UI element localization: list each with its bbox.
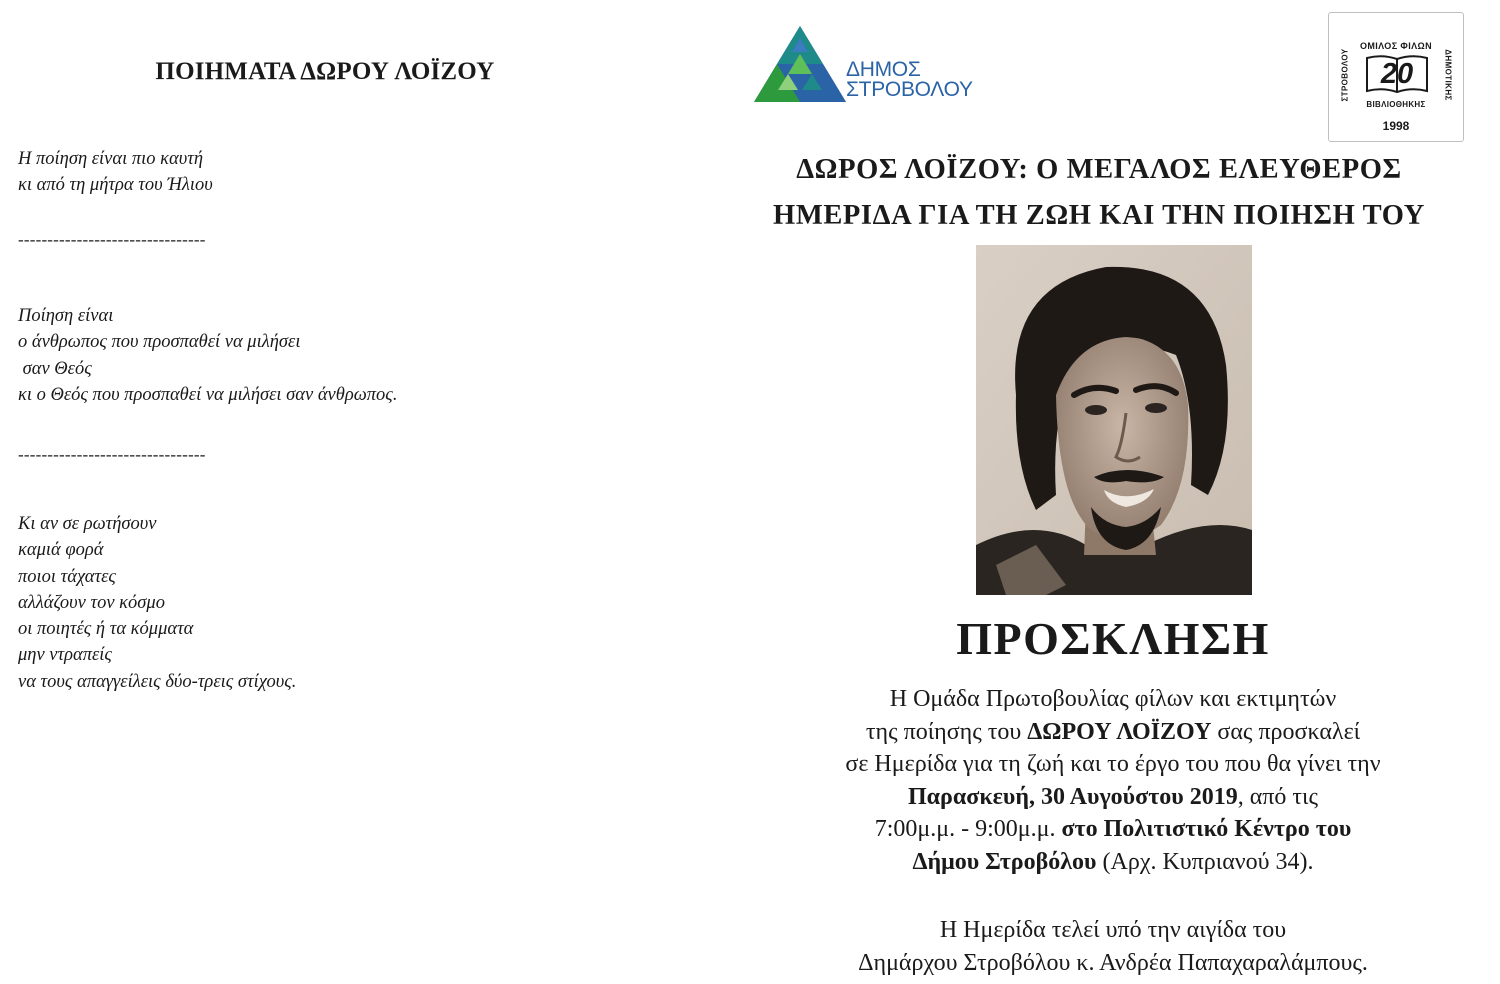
poem-line: αλλάζουν τον κόσμο — [18, 592, 165, 613]
strovolos-logo-text — [846, 60, 973, 100]
invitation-line — [700, 781, 1500, 814]
poem-line: μην ντραπείς — [18, 645, 112, 666]
badge-year: 1998 — [1382, 119, 1410, 133]
footer-line: Δημάρχου Στροβόλου κ. Ανδρέα Παπαχαραλάμπους. — [858, 949, 1368, 976]
event-subheading: ΗΜΕΡΙΔΑ ΓΙΑ ΤΗ ΖΩΗ ΚΑΙ ΤΗΝ ΠΟΙΗΣΗ ΤΟΥ — [773, 200, 1425, 231]
poem-1 — [18, 146, 213, 199]
text: σας προσκαλεί — [1211, 718, 1361, 745]
poem-line: κι ο Θεός που προσπαθεί να μιλήσει σαν άνθρωπος. — [18, 384, 398, 405]
poem-line: Κι αν σε ρωτήσουν — [18, 514, 157, 534]
badge-top-text: ΟΜΙΛΟΣ ΦΙΛΩΝ — [1359, 41, 1433, 51]
invitation-line — [700, 813, 1500, 846]
invitation-line — [700, 846, 1500, 879]
badge-left-text: ΣΤΡΟΒΟΛΟΥ — [1340, 48, 1350, 102]
portrait-photo — [976, 245, 1252, 595]
event-address: (Αρχ. Κυπριανού 34). — [1096, 848, 1314, 875]
event-date: Παρασκευή, 30 Αυγούστου 2019 — [907, 783, 1238, 810]
text: Η Ομάδα Πρωτοβουλίας φίλων και εκτιμητών — [889, 686, 1337, 712]
logo-line: ΣΤΡΟΒΟΛΟΥ — [846, 78, 973, 101]
logo-line: ΔΗΜΟΣ — [846, 58, 921, 81]
invitation-line — [700, 683, 1500, 716]
badge-right-text: ΔΗΜΟΤΙΚΗΣ — [1443, 49, 1453, 101]
badge-number: 20 — [1380, 58, 1414, 90]
poem-line: κι από τη μήτρα του Ήλιου — [18, 175, 213, 196]
event-time: 7:00μ.μ. - 9:00μ.μ. — [874, 816, 1062, 842]
footer-line: Η Ημερίδα τελεί υπό την αιγίδα του — [939, 917, 1287, 943]
poem-3 — [18, 511, 296, 695]
text: , από τις — [1237, 783, 1319, 810]
invitation-line — [700, 716, 1500, 749]
invitation-title: ΠΡΟΣΚΛΗΣΗ — [956, 613, 1270, 664]
poem-line: οι ποιητές ή τα κόμματα — [18, 619, 194, 640]
poem-line: Η ποίηση είναι πιο καυτή — [18, 149, 204, 169]
poem-line: ο άνθρωπος που προσπαθεί να μιλήσει — [18, 332, 301, 353]
library-friends-badge — [1328, 12, 1464, 142]
text: σε Ημερίδα για τη ζωή και το έργο του που θα γίνει την — [845, 751, 1381, 777]
invitation-line — [700, 748, 1500, 781]
poem-line: Ποίηση είναι — [18, 306, 114, 326]
event-heading: ΔΩΡΟΣ ΛΟΪΖΟΥ: Ο ΜΕΓΑΛΟΣ ΕΛΕΥΘΕΡΟΣ — [796, 154, 1402, 185]
invitation-text — [700, 683, 1500, 878]
poet-name: ΔΩΡΟΥ ΛΟΪΖΟΥ — [1027, 718, 1212, 745]
poem-2 — [18, 303, 397, 408]
poem-line: σαν Θεός — [18, 358, 92, 379]
poems-title: ΠΟΙΗΜΑΤΑ ΔΩΡΟΥ ΛΟΪΖΟΥ — [155, 58, 495, 85]
poems-panel — [0, 0, 700, 984]
invitation-footer — [700, 914, 1500, 979]
poem-separator: -------------------------------- — [18, 230, 206, 249]
event-venue: στο Πολιτιστικό Κέντρο του — [1061, 816, 1352, 842]
poem-separator: -------------------------------- — [18, 445, 206, 464]
badge-bottom-text: ΒΙΒΛΙΟΘΗΚΗΣ — [1366, 100, 1426, 109]
text: της ποίησης του — [865, 718, 1028, 745]
poem-line: να τους απαγγείλεις δύο-τρεις στίχους. — [18, 671, 297, 692]
poem-line: καμιά φορά — [18, 540, 104, 561]
event-venue: Δήμου Στροβόλου — [912, 848, 1097, 875]
poem-line: ποιοι τάχατες — [18, 566, 116, 587]
